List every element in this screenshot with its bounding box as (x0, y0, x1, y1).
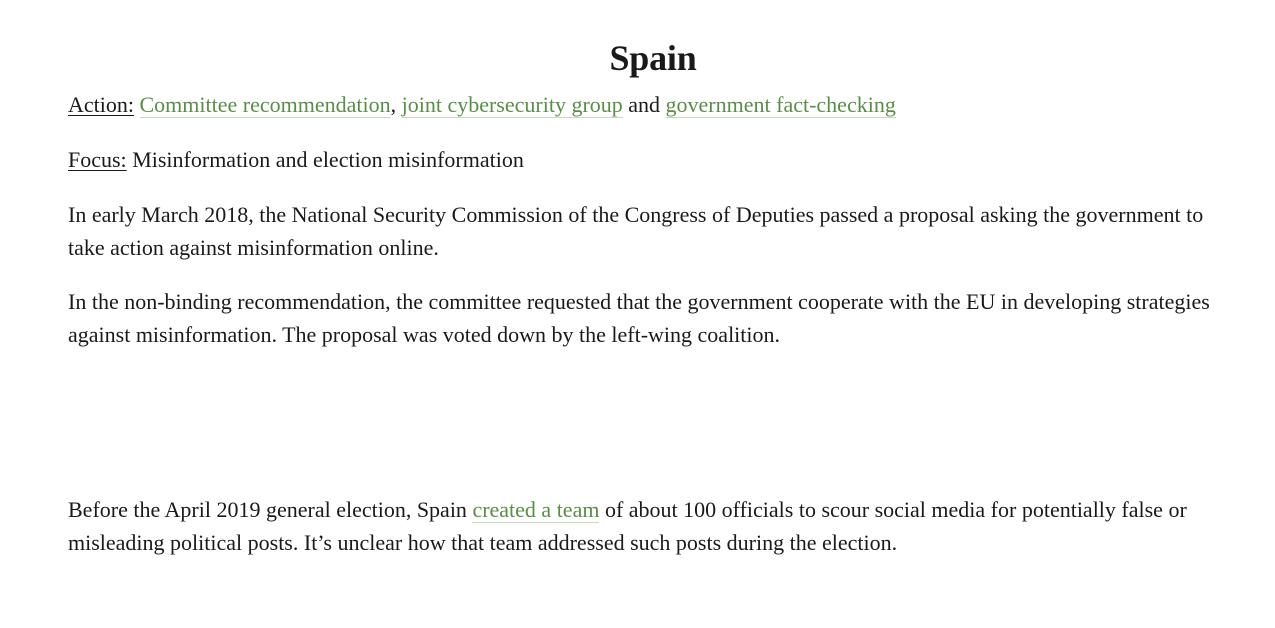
paragraph-april-2019 (68, 494, 1238, 559)
committee-recommendation-link[interactable]: Committee recommendation (139, 92, 391, 117)
paragraph-text-before-link: Before the April 2019 general election, Spain (68, 497, 467, 522)
action-separator: , (390, 92, 397, 117)
paragraph-text-after-link: of about 100 officials to scour social media for potentially false or misleading political posts. It’s unclear how that team addressed such posts during the election. (68, 497, 1187, 555)
action-line (68, 89, 1238, 122)
joint-cybersecurity-group-link[interactable]: joint cybersecurity group (401, 92, 623, 117)
paragraph-march-2018: In early March 2018, the National Security Commission of the Congress of Deputies passed a proposal asking the government to take action against misinformation online. (68, 202, 1204, 260)
focus-label: Focus: (68, 147, 127, 172)
action-label: Action: (68, 92, 134, 117)
focus-line (68, 144, 1238, 177)
action-conjunction: and (628, 92, 661, 117)
paragraph-non-binding-recommendation: In the non-binding recommendation, the committee requested that the government cooperate with the EU in developing strategies against misinformation. The proposal was voted down by the left-wing coalition. (68, 289, 1210, 347)
page-title: Spain (609, 38, 697, 78)
focus-text: Misinformation and election misinformation (132, 147, 524, 172)
created-a-team-link[interactable]: created a team (472, 497, 600, 522)
government-fact-checking-link[interactable]: government fact-checking (665, 92, 896, 117)
